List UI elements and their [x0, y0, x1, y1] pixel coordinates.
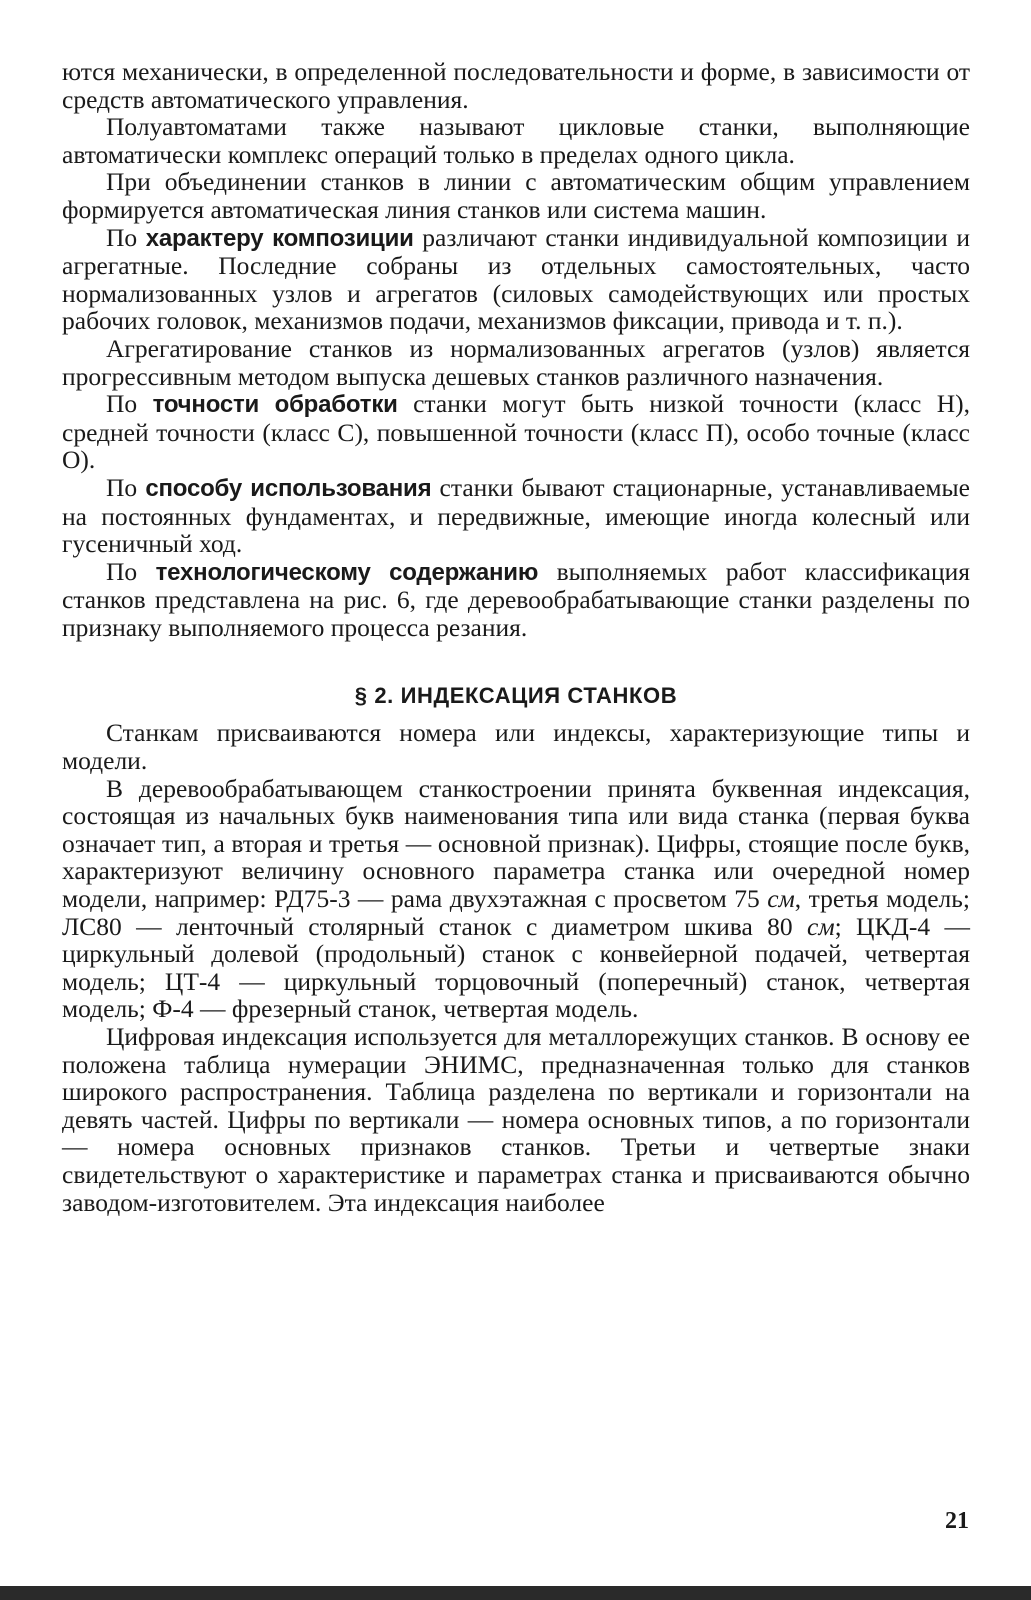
- paragraph-text: Агрегатирование станков из нормализованных агрегатов (узлов) является прогрессивным методом выпуска дешевых станков различного назначения.: [62, 333, 970, 391]
- unit-italic: см: [767, 884, 795, 914]
- paragraph-text: , третья модель; ЛС80 — ленточный столярный станок с диаметром шкива 80: [62, 884, 970, 941]
- paragraph: [62, 390, 970, 474]
- paragraph-text: В деревообрабатывающем станкостроении принята буквенная индексация, состоящая из начальных букв наименования типа или вида станка (первая буква означает тип, а вторая и третья — основной признак). Цифры, стоящие после букв, характеризуют величину основного параметра станка или очередной номер модели, например: РД75-3 — рама двухэтажная с просветом 75: [62, 773, 970, 914]
- page-body: [62, 58, 970, 1216]
- paragraph: [62, 168, 970, 223]
- paragraph-text: выполняемых работ классификация станков представлена на рис. 6, где деревообрабатывающие станки разделены по признаку выполняемого процесса резания.: [62, 556, 970, 642]
- paragraph: [62, 775, 970, 1023]
- paragraph-text: различают станки индивидуальной композиции и агрегатные. Последние собраны из отдельных самостоятельных, часто нормализованных узлов и агрегатов (силовых самодействующих или простых рабочих головок, механизмов подачи, механизмов фиксации, привода и т. п.).: [62, 222, 970, 336]
- paragraph: [62, 1023, 970, 1216]
- paragraph-text: Цифровая индексация используется для металлорежущих станков. В основу ее положена таблица нумерации ЭНИМС, предназначенная только для станков широкого распространения. Таблица разделена по вертикали и горизонтали на девять частей. Цифры по вертикали — номера основных типов, а по горизонтали — номера основных признаков станков. Третьи и четвертые знаки свидетельствуют о характеристике и параметрах станка и присваиваются обычно заводом-изготовителем. Эта индексация наиболее: [62, 1022, 970, 1217]
- paragraph: [62, 558, 970, 642]
- paragraph-text: Станкам присваиваются номера или индексы, характеризующие типы и модели.: [62, 718, 970, 776]
- bold-term: технологическому содержанию: [155, 558, 539, 586]
- paragraph-text: станки бывают стационарные, устанавливаемые на постоянных фундаментах, и передвижные, имеющие иногда колесный или гусеничный ход.: [62, 472, 970, 559]
- paragraph: [62, 719, 970, 774]
- paragraph-text: Полуавтоматами также называют цикловые станки, выполняющие автоматически комплекс операций только в пределах одного цикла.: [62, 112, 970, 169]
- paragraph-text: станки могут быть низкой точности (класс Н), средней точности (класс С), повышенной точности (класс П), особо точные (класс О).: [62, 389, 970, 475]
- paragraph-text: По: [106, 389, 153, 419]
- section-heading: § 2. ИНДЕКСАЦИЯ СТАНКОВ: [354, 683, 678, 709]
- unit-italic: см: [807, 911, 835, 941]
- paragraph-text: По: [106, 222, 146, 252]
- bold-term: точности обработки: [152, 391, 398, 419]
- paragraph: [62, 224, 970, 335]
- paragraph-text: ются механически, в определенной последовательности и форме, в зависимости от средств автоматического управления.: [62, 57, 970, 114]
- paragraph-text: При объединении станков в линии с автоматическим общим управлением формируется автоматическая линия станков или система машин.: [62, 167, 970, 224]
- page-number: 21: [945, 1508, 969, 1534]
- paragraph-text: По: [106, 556, 156, 586]
- paragraph-text: ; ЦКД-4 — циркульный долевой (продольный) станок с конвейерной подачей, четвертая модель; ЦТ-4 — циркульный торцовочный (поперечный) станок, четвертая модель; Ф-4 — фрезерный станок, четвертая модель.: [62, 911, 970, 1024]
- bold-term: характеру композиции: [145, 224, 414, 252]
- paragraph: [62, 113, 970, 168]
- paragraph: [62, 474, 970, 558]
- bold-term: способу использования: [145, 474, 432, 502]
- paragraph: [62, 335, 970, 390]
- paragraph-text: По: [106, 472, 146, 502]
- paragraph: [62, 58, 970, 113]
- scan-bottom-edge: [0, 1586, 1031, 1600]
